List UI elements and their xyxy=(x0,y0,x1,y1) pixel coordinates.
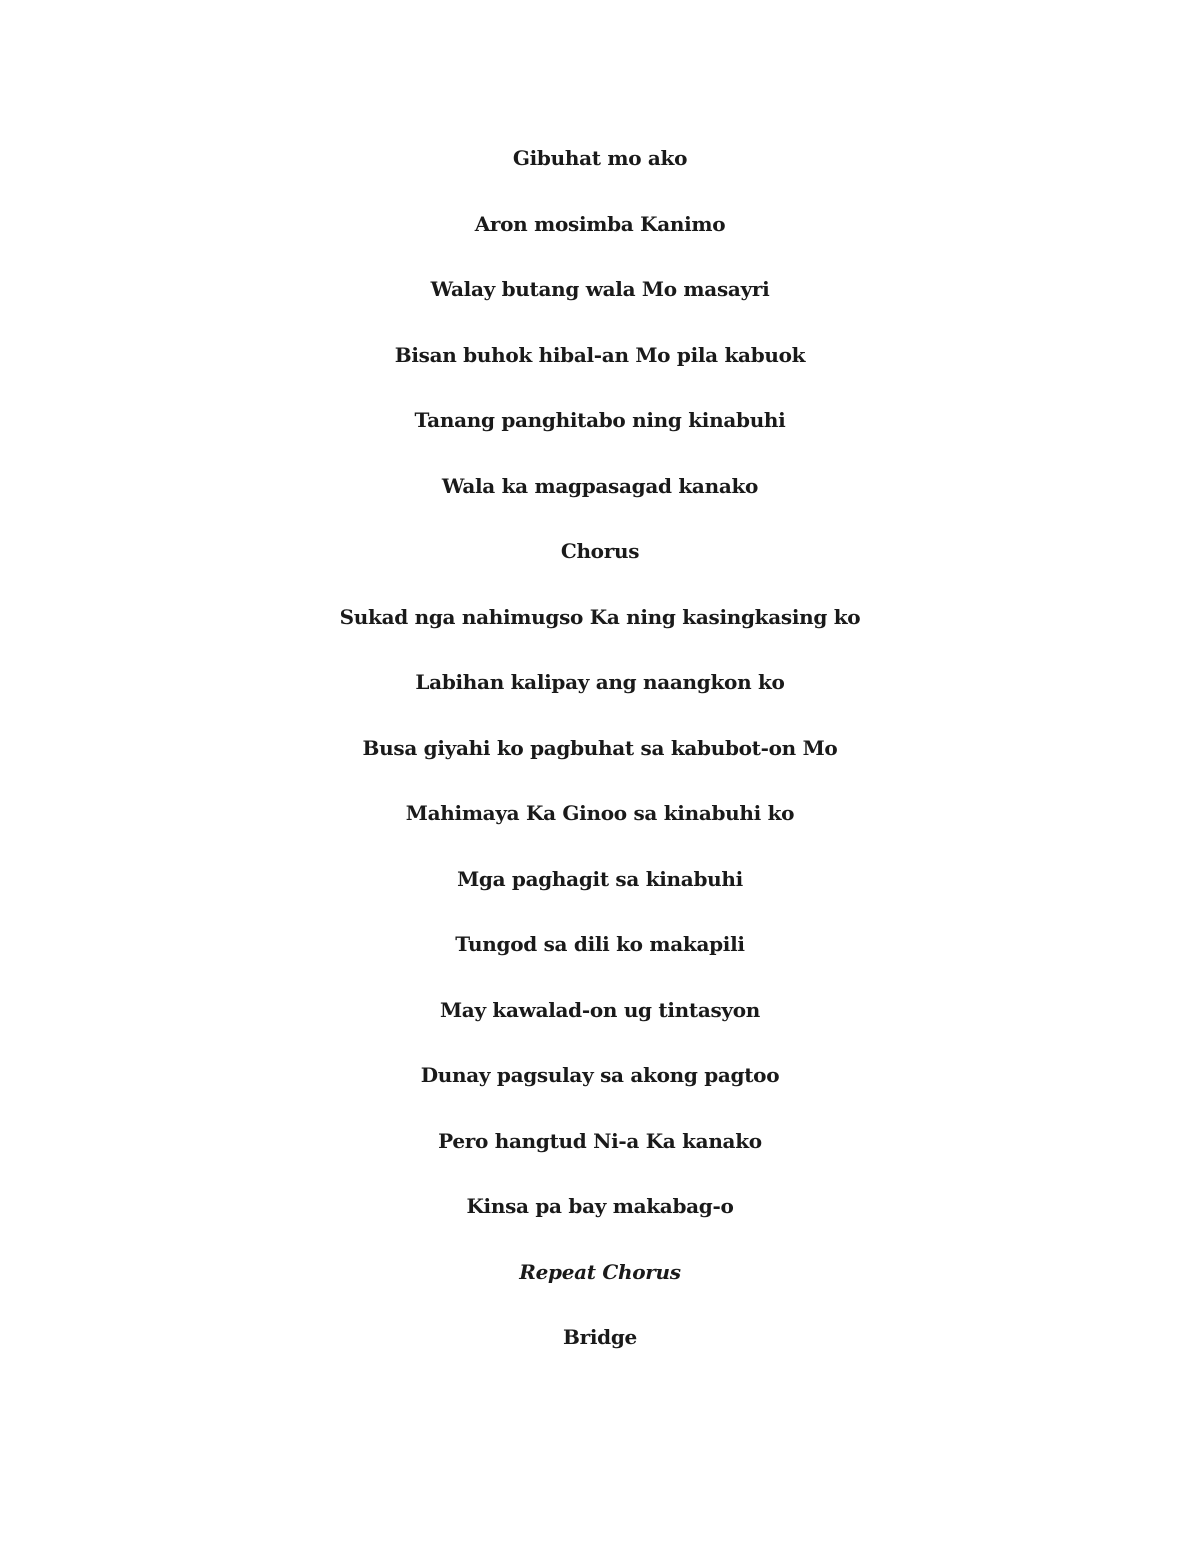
repeat-chorus-note: Repeat Chorus xyxy=(519,1259,681,1284)
lyric-line: Labihan kalipay ang naangkon ko xyxy=(415,670,785,694)
lyric-line: Gibuhat mo ako xyxy=(512,146,688,170)
lyric-line: Mahimaya Ka Ginoo sa kinabuhi ko xyxy=(405,801,795,825)
lyric-line: Sukad nga nahimugso Ka ning kasingkasing ko xyxy=(339,604,861,629)
lyric-line: Mga paghagit sa kinabuhi xyxy=(457,866,743,891)
lyric-line: Dunay pagsulay sa akong pagtoo xyxy=(420,1063,780,1087)
lyric-line: May kawalad-on ug tintasyon xyxy=(439,997,761,1022)
lyric-line: Bisan buhok hibal-an Mo pila kabuok xyxy=(394,342,806,367)
lyrics-list xyxy=(0,139,1200,1384)
section-heading-chorus: Chorus xyxy=(560,539,640,563)
lyric-line: Walay butang wala Mo masayri xyxy=(430,277,770,301)
lyric-line: Kinsa pa bay makabag-o xyxy=(466,1194,734,1218)
lyric-line: Busa giyahi ko pagbuhat sa kabubot-on Mo xyxy=(362,735,838,760)
section-heading-bridge: Bridge xyxy=(563,1325,637,1349)
lyric-line: Tanang panghitabo ning kinabuhi xyxy=(414,408,786,432)
lyric-line: Aron mosimba Kanimo xyxy=(474,211,726,236)
lyric-line: Tungod sa dili ko makapili xyxy=(455,932,745,956)
lyric-line: Pero hangtud Ni-a Ka kanako xyxy=(438,1128,762,1153)
lyric-line: Wala ka magpasagad kanako xyxy=(441,473,759,498)
